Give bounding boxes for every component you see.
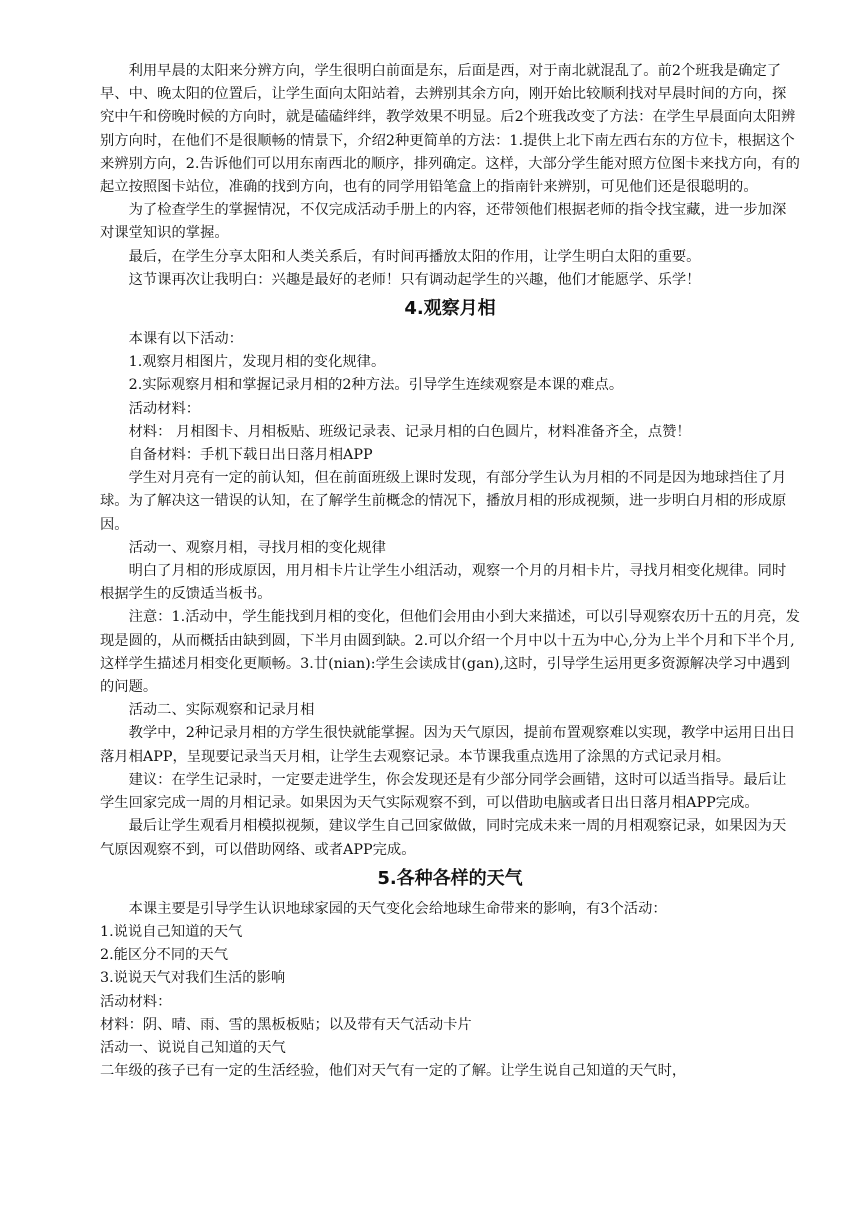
s4-paragraph: 明白了月相的形成原因，用月相卡片让学生小组活动，观察一个月的月相卡片，寻找月相变化规律。同时根据学生的反馈适当板书。 (100, 563, 787, 603)
s5-paragraph: 本课主要是引导学生认识地球家园的天气变化会给地球生命带来的影响，有3个活动： (128, 900, 667, 917)
s4-paragraph: 学生对月亮有一定的前认知，但在前面班级上课时发现，有部分学生认为月相的不同是因为地球挡住了月球。为了解决这一错误的认知，在了解学生前概念的情况下，播放月相的形成视频，进一步明白月相的形成原因。 (100, 470, 787, 533)
intro-paragraph-4: 这节课再次让我明白：兴趣是最好的老师！只有调动起学生的兴趣，他们才能愿学、乐学！ (128, 271, 701, 288)
s5-paragraph: 活动一、说说自己知道的天气 (100, 1039, 286, 1056)
section-5-heading: 5.各种各样的天气 (377, 867, 523, 889)
s5-paragraph: 活动材料： (100, 993, 172, 1010)
section-4-heading: 4.观察月相 (404, 298, 496, 320)
s5-paragraph: 材料：阴、晴、雨、雪的黑板板贴；以及带有天气活动卡片 (100, 1016, 472, 1033)
s5-paragraph: 3.说说天气对我们生活的影响 (100, 970, 286, 987)
s4-paragraph: 活动材料： (128, 400, 201, 417)
s4-paragraph: 材料： 月相图卡、月相板贴、班级记录表、记录月相的白色圆片，材料准备齐全，点赞！ (128, 423, 691, 440)
s4-paragraph: 自备材料：手机下载日出日落月相APP (128, 447, 373, 464)
s4-paragraph: 教学中，2种记录月相的方学生很快就能掌握。因为天气原因，提前布置观察难以实现，教学中运用日出日落月相APP，呈现要记录当天月相，让学生去观察记录。本节课我重点选用了涂黑的方式记录月相。 (100, 725, 796, 765)
s4-paragraph: 本课有以下活动： (128, 331, 243, 348)
s5-paragraph: 二年级的孩子已有一定的生活经验，他们对天气有一定的了解。让学生说自己知道的天气时， (100, 1063, 687, 1080)
intro-paragraph-2: 为了检查学生的掌握情况，不仅完成活动手册上的内容，还带领他们根据老师的指令找宝藏，进一步加深对课堂知识的掌握。 (100, 202, 787, 242)
s4-paragraph: 2.实际观察月相和掌握记录月相的2种方法。引导学生连续观察是本课的难点。 (128, 377, 624, 394)
intro-paragraph-3: 最后，在学生分享太阳和人类关系后，有时间再播放太阳的作用，让学生明白太阳的重要。 (128, 248, 701, 265)
intro-paragraph-1: 利用早晨的太阳来分辨方向，学生很明白前面是东，后面是西，对于南北就混乱了。前2个班我是确定了早、中、晚太阳的位置后，让学生面向太阳站着，去辨别其余方向，刚开始比较顺利找对早晨时间的方向，探究中午和傍晚时候的方向时，就是磕磕绊绊，教学效果不明显。后2个班我改变了方法：在学生早晨面向太阳辨别方向时，在他们不是很顺畅的情景下，介绍2种更简单的方法：1.提供上北下南左西右东的方位卡，根据这个来辨别方向，2.告诉他们可以用东南西北的顺序，排列确定。这样，大部分学生能对照方位图卡来找方向，有的起立按照图卡站位，准确的找到方向，也有的同学用铅笔盒上的指南针来辨别，可见他们还是很聪明的。 (100, 63, 800, 196)
s5-paragraph: 1.说说自己知道的天气 (100, 923, 243, 940)
s4-paragraph: 1.观察月相图片，发现月相的变化规律。 (128, 354, 386, 371)
s4-paragraph: 建议：在学生记录时，一定要走进学生，你会发现还是有少部分同学会画错，这时可以适当指导。最后让学生回家完成一周的月相记录。如果因为天气实际观察不到，可以借助电脑或者日出日落月相APP完成。 (100, 771, 787, 812)
s4-paragraph: 活动一、观察月相，寻找月相的变化规律 (128, 539, 386, 556)
s4-paragraph: 活动二、实际观察和记录月相 (128, 702, 315, 719)
s5-paragraph: 2.能区分不同的天气 (100, 947, 229, 964)
s4-paragraph: 最后让学生观看月相模拟视频，建议学生自己回家做做，同时完成未来一周的月相观察记录，如果因为天气原因观察不到，可以借助网络、或者APP完成。 (100, 818, 787, 858)
document-page (100, 60, 800, 1083)
s4-paragraph: 注意：1.活动中，学生能找到月相的变化，但他们会用由小到大来描述，可以引导观察农历十五的月亮，发现是圆的，从而概括由缺到圆，下半月由圆到缺。2.可以介绍一个月中以十五为中心,分为上半个月和下半个月,这样学生描述月相变化更顺畅。3.廿(nian):学生会读成甘(gan),这时，引导学生运用更多资源解决学习中遇到的问题。 (100, 609, 800, 696)
